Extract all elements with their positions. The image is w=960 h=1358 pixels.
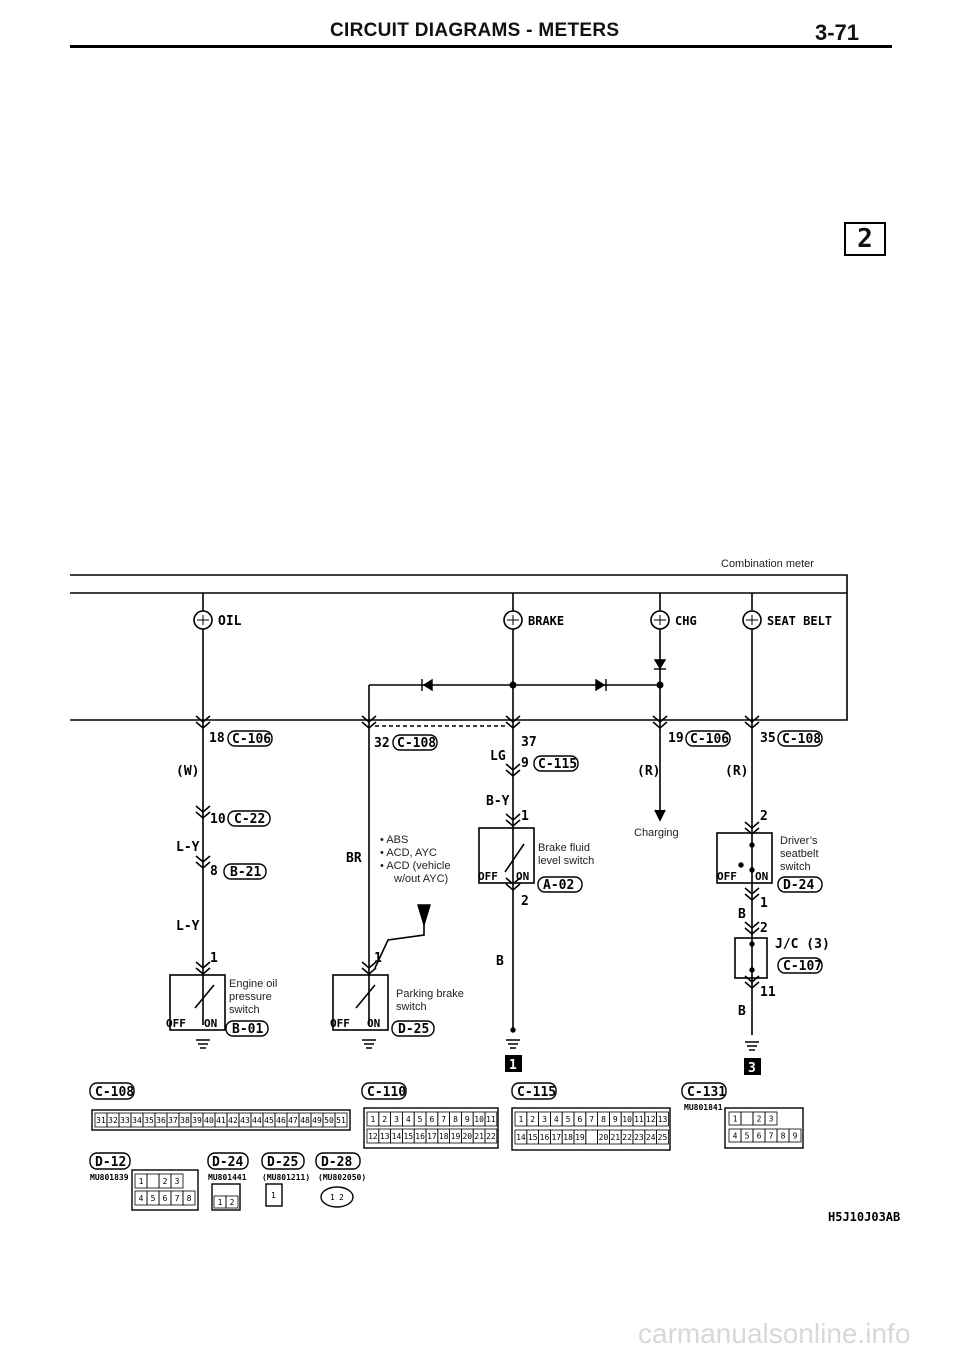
pin-label: 32 <box>374 736 390 751</box>
on-label: ON <box>367 1017 381 1030</box>
connector-pin-number: 8 <box>453 1115 458 1124</box>
svg-text:(MU801211): (MU801211) <box>262 1173 311 1182</box>
connector-pin-number: 6 <box>577 1115 583 1124</box>
pin-label: 2 <box>760 921 768 936</box>
connector-pin-number: 3 <box>768 1114 774 1124</box>
connector-pin-number: 5 <box>417 1115 423 1124</box>
connector-label: B-21 <box>230 865 262 880</box>
connector-pin-number: 40 <box>204 1116 214 1125</box>
connector-label: C-107 <box>783 959 823 974</box>
svg-text:D-25: D-25 <box>267 1155 299 1170</box>
svg-text:D-12: D-12 <box>95 1155 127 1170</box>
connector-label: C-106 <box>690 732 730 747</box>
connector-pin-number: 15 <box>527 1133 538 1142</box>
connector-view-d28 <box>316 1153 366 1207</box>
connector-pin-number: 10 <box>622 1115 632 1124</box>
connector-pin-number: 2 <box>530 1115 536 1124</box>
svg-text:C-110: C-110 <box>367 1085 407 1100</box>
connector-pin-number: 11 <box>486 1115 496 1124</box>
page-title: CIRCUIT DIAGRAMS - METERS <box>330 20 620 41</box>
connector-label: C-115 <box>538 757 578 772</box>
engine-oil-label-1: Engine oil <box>229 978 278 990</box>
svg-text:C-108: C-108 <box>95 1085 135 1100</box>
on-label: ON <box>204 1017 218 1030</box>
connector-pin-number: 50 <box>324 1116 334 1125</box>
connector-pin-number: 6 <box>756 1131 762 1141</box>
engine-oil-label-3: switch <box>229 1004 260 1016</box>
off-label: OFF <box>166 1017 186 1030</box>
wire-color-label: L-Y <box>176 919 200 934</box>
connector-pin-number: 37 <box>168 1116 178 1125</box>
driver-seatbelt-label-2: seatbelt <box>780 848 819 860</box>
off-label: OFF <box>330 1017 350 1030</box>
connector-pin-number: 1 <box>217 1198 223 1207</box>
connector-pin-number: 16 <box>539 1133 550 1142</box>
svg-text:1: 1 <box>330 1193 335 1202</box>
connector-label: C-108 <box>397 736 437 751</box>
svg-text:MU801839: MU801839 <box>90 1173 129 1182</box>
connector-pin-number: 49 <box>312 1116 322 1125</box>
connector-pin-number: 2 <box>162 1177 168 1186</box>
connector-pin-number: 20 <box>462 1132 473 1141</box>
pin-label: 19 <box>668 731 684 746</box>
connector-pin-number: 36 <box>156 1116 166 1125</box>
connector-pin-number: 22 <box>486 1132 496 1141</box>
junction-label: J/C (3) <box>775 937 830 952</box>
pin-label: 1 <box>760 896 768 911</box>
seat-belt-lamp-label: SEAT BELT <box>767 614 833 628</box>
brake-lamp-label: BRAKE <box>528 614 565 628</box>
pin-label: 2 <box>521 894 529 909</box>
connector-pin-cell <box>586 1130 598 1144</box>
pin-label: 37 <box>521 735 537 750</box>
pin-label: 1 <box>521 809 529 824</box>
connector-pin-number: 43 <box>240 1116 250 1125</box>
connector-pin-number: 39 <box>192 1116 202 1125</box>
oil-lamp-label: OIL <box>218 614 242 629</box>
connector-view-d24 <box>208 1153 248 1210</box>
figure-code: H5J10J03AB <box>828 1210 901 1224</box>
parking-brake-label-2: switch <box>396 1001 427 1013</box>
abs-note-3: • ACD (vehicle <box>380 860 451 872</box>
connector-pin-number: 46 <box>276 1116 286 1125</box>
connector-pin-number: 21 <box>474 1132 484 1141</box>
connector-pin-number: 24 <box>645 1133 656 1142</box>
connector-pin-number: 18 <box>563 1133 573 1142</box>
connector-pin-number: 13 <box>657 1115 668 1124</box>
driver-seatbelt-label-1: Driver’s <box>780 835 818 847</box>
charging-label: Charging <box>634 827 679 839</box>
driver-seatbelt-label-3: switch <box>780 861 811 873</box>
connector-label: D-25 <box>398 1022 430 1037</box>
pin-label: 2 <box>760 809 768 824</box>
connector-pin-number: 48 <box>300 1116 310 1125</box>
pin-label: 11 <box>760 985 776 1000</box>
pin-label: 1 <box>374 951 382 966</box>
connector-pin-number: 7 <box>174 1194 180 1203</box>
wire-color-label: (R) <box>637 764 661 779</box>
svg-text:(MU802050): (MU802050) <box>318 1173 367 1182</box>
connector-view-d25 <box>262 1153 310 1206</box>
brake-fluid-label-1: Brake fluid <box>538 842 590 854</box>
connector-pin-number: 4 <box>405 1115 411 1124</box>
svg-text:C-115: C-115 <box>517 1085 557 1100</box>
connector-pin-number: 15 <box>403 1132 414 1141</box>
connector-view-c110 <box>362 1083 498 1148</box>
connector-pin-number: 6 <box>162 1194 168 1203</box>
pin-label: 9 <box>521 756 529 771</box>
svg-text:D-24: D-24 <box>212 1155 244 1170</box>
connector-label: B-01 <box>232 1022 264 1037</box>
svg-text:2: 2 <box>339 1193 344 1202</box>
chg-lamp-label: CHG <box>675 614 697 628</box>
svg-text:MU801441: MU801441 <box>208 1173 247 1182</box>
connector-label: C-22 <box>234 812 266 827</box>
connector-pin-number: 3 <box>174 1177 180 1186</box>
wire-color-label: (W) <box>176 764 200 779</box>
connector-pin-number: 1 <box>518 1115 524 1124</box>
connector-view-c115 <box>512 1083 670 1150</box>
connector-pin-number: 3 <box>394 1115 399 1124</box>
connector-pin-number: 14 <box>516 1133 526 1142</box>
svg-text:C-131: C-131 <box>687 1085 727 1100</box>
off-label: OFF <box>717 870 737 883</box>
connector-pin-number: 18 <box>438 1132 449 1141</box>
connector-pin-number: 44 <box>252 1116 262 1125</box>
connector-pin-number: 8 <box>780 1131 786 1141</box>
connector-pin-number: 4 <box>138 1194 144 1203</box>
connector-pin-number: 16 <box>415 1132 425 1141</box>
abs-note-1: • ABS <box>380 834 409 846</box>
connector-pin-number: 47 <box>288 1116 298 1125</box>
connector-pin-number: 45 <box>264 1116 274 1125</box>
on-label: ON <box>755 870 769 883</box>
connector-pin-number: 11 <box>634 1115 644 1124</box>
wire-color-label: B-Y <box>486 794 510 809</box>
connector-label: C-108 <box>782 732 822 747</box>
meter-boundary <box>70 575 847 720</box>
connector-pin-number: 25 <box>657 1133 668 1142</box>
connector-pin-number: 3 <box>542 1115 547 1124</box>
connector-view-c131 <box>682 1083 803 1148</box>
watermark: carmanualsonline.info <box>638 1318 911 1349</box>
connector-pin-number: 10 <box>474 1115 484 1124</box>
connector-pin-number: 20 <box>598 1133 609 1142</box>
section-number-badge: 2 <box>844 222 886 256</box>
combination-meter-label: Combination meter <box>721 558 814 570</box>
connector-pin-number: 4 <box>732 1131 738 1141</box>
connector-pin-number: 14 <box>391 1132 402 1141</box>
connector-pin-number: 17 <box>427 1132 437 1141</box>
abs-note-4: w/out AYC) <box>394 873 449 885</box>
connector-pin-number: 21 <box>610 1133 621 1142</box>
connector-pin-cell <box>147 1174 159 1188</box>
connector-pin-number: 9 <box>612 1115 618 1124</box>
connector-pin-number: 22 <box>622 1133 632 1142</box>
connector-pin-number: 5 <box>150 1194 156 1203</box>
wire-color-label: B <box>738 1004 746 1019</box>
connector-pin-number: 8 <box>601 1115 606 1124</box>
connector-pin-number: 34 <box>132 1116 142 1125</box>
svg-text:1: 1 <box>271 1191 276 1200</box>
wire-color-label: B <box>496 954 504 969</box>
connector-pin-number: 9 <box>464 1115 470 1124</box>
abs-note-2: • ACD, AYC <box>380 847 437 859</box>
connector-pin-number: 33 <box>120 1116 130 1125</box>
connector-label: D-24 <box>783 878 815 893</box>
connector-pin-number: 13 <box>379 1132 390 1141</box>
engine-oil-label-2: pressure <box>229 991 272 1003</box>
connector-pin-number: 19 <box>575 1133 585 1142</box>
pin-label: 35 <box>760 731 776 746</box>
svg-text:MU801841: MU801841 <box>684 1103 723 1112</box>
connector-pin-number: 1 <box>138 1177 144 1186</box>
connector-pin-number: 4 <box>553 1115 559 1124</box>
connector-pin-number: 35 <box>144 1116 154 1125</box>
connector-pin-number: 1 <box>732 1114 738 1124</box>
pin-label: 1 <box>210 951 218 966</box>
pin-label: 10 <box>210 812 226 827</box>
wire-color-label: (R) <box>725 764 749 779</box>
connector-pin-number: 2 <box>382 1115 388 1124</box>
connector-pin-number: 12 <box>645 1115 656 1124</box>
pin-label: 8 <box>210 864 218 879</box>
off-label: OFF <box>478 870 498 883</box>
wire-color-label: L-Y <box>176 840 200 855</box>
connector-pin-number: 19 <box>450 1132 461 1141</box>
svg-text:D-28: D-28 <box>321 1155 353 1170</box>
connector-pin-number: 2 <box>756 1114 762 1124</box>
connector-pin-number: 17 <box>551 1133 562 1142</box>
connector-pin-number: 5 <box>565 1115 571 1124</box>
connector-pin-number: 51 <box>336 1116 346 1125</box>
connector-pin-number: 1 <box>370 1115 376 1124</box>
connector-label: C-106 <box>232 732 272 747</box>
wire-color-label: LG <box>490 749 506 764</box>
connector-pin-number: 2 <box>229 1198 235 1207</box>
connector-pin-number: 31 <box>96 1116 106 1125</box>
connector-pin-cell <box>741 1112 753 1125</box>
page-number: 3-71 <box>815 20 860 45</box>
wire-color-label: BR <box>346 851 362 866</box>
connector-pin-number: 12 <box>368 1132 378 1141</box>
connector-pin-number: 7 <box>768 1131 774 1141</box>
connector-pin-number: 8 <box>186 1194 192 1203</box>
connector-pin-number: 6 <box>429 1115 435 1124</box>
connector-pin-number: 41 <box>216 1116 226 1125</box>
parking-brake-label-1: Parking brake <box>396 988 464 1000</box>
connector-label: A-02 <box>543 878 575 893</box>
pin-label: 18 <box>209 731 225 746</box>
on-label: ON <box>516 870 530 883</box>
connector-pin-number: 7 <box>589 1115 595 1124</box>
connector-pin-number: 9 <box>792 1131 798 1141</box>
connector-view-d12 <box>90 1153 198 1210</box>
connector-pin-number: 42 <box>228 1116 238 1125</box>
brake-fluid-label-2: level switch <box>538 855 595 867</box>
connector-pin-number: 7 <box>441 1115 447 1124</box>
wire-color-label: B <box>738 907 746 922</box>
connector-pin-number: 23 <box>634 1133 644 1142</box>
connector-pin-number: 5 <box>744 1131 750 1141</box>
connector-pin-number: 38 <box>180 1116 190 1125</box>
connector-view-c108 <box>90 1083 350 1130</box>
svg-text:1: 1 <box>509 1058 517 1073</box>
svg-text:3: 3 <box>748 1061 756 1076</box>
connector-pin-number: 32 <box>108 1116 118 1125</box>
